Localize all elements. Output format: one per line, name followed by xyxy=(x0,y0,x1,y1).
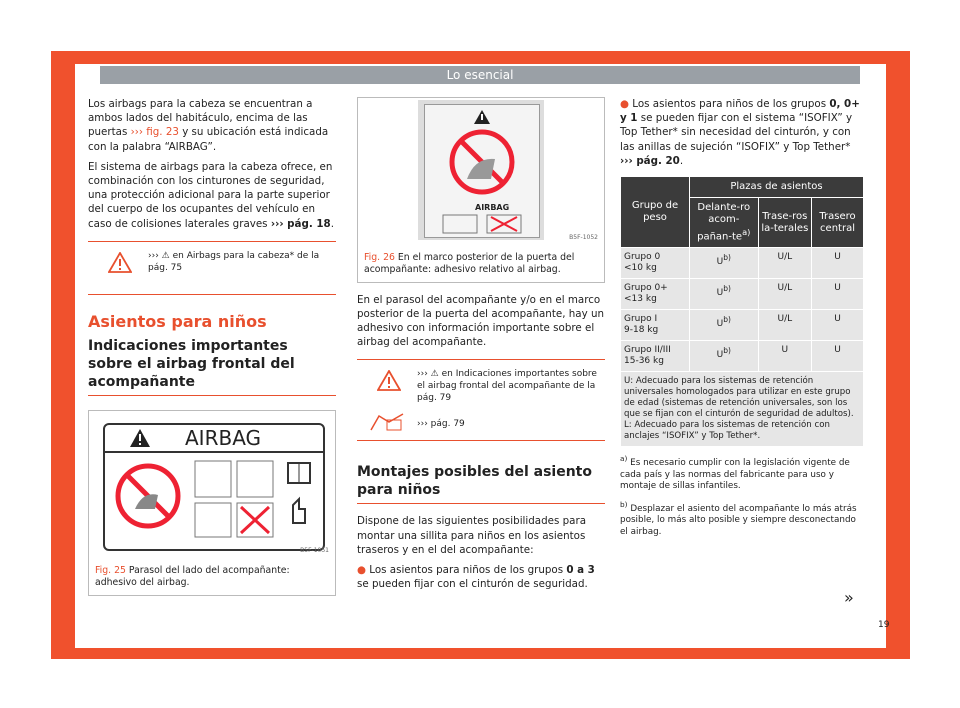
table-row: Grupo 0 <10 kg $U^{b)}$ U/L U xyxy=(621,248,864,279)
table-header: Grupo de peso xyxy=(621,177,690,248)
warning-icon xyxy=(129,428,151,448)
paragraph: En el parasol del acompañante y/o en el marco posterior de la puerta del acompañante, hay un adhesivo con información importante sobre el airbag del acompañante. xyxy=(357,293,604,349)
warning-text[interactable]: ››› ⚠ en Indicaciones importantes sobre el airbag frontal del acompañante de la pág. 79 xyxy=(417,369,597,404)
table-header: Delante-ro acom-$pañan-te^{a)}$ xyxy=(690,198,759,248)
no-child-seat-icon xyxy=(439,127,525,197)
fig-link[interactable]: ››› fig. 23 xyxy=(130,126,179,139)
paragraph: Los airbags para la cabeza se encuentran a ambos lados del habitáculo, encima de las puertas ››› fig. 23 y su ubicación está indicada con la palabra “AIRBAG”. xyxy=(88,98,329,153)
page-link[interactable]: ››› pág. 20 xyxy=(620,154,680,167)
paragraph: El sistema de airbags para la cabeza ofrece, en combinación con los cinturones de seguridad, una protección adicional para la parte superior del cuerpo de los ocupantes del vehículo en caso de colisiones laterales graves ››› pág. 18. xyxy=(88,160,334,230)
figure-26 xyxy=(357,97,605,283)
warning-icon xyxy=(377,370,401,391)
column-1 xyxy=(88,97,336,596)
seat-diagram-icon xyxy=(191,457,277,541)
footnote-b: $^{b)}$ Desplazar el asiento del acompañante lo más atrás posible, lo más alto posible y siempre desconectando el airbag. xyxy=(620,499,857,537)
table-row: Grupo 0+ <13 kg $U^{b)}$ U/L U xyxy=(621,279,864,310)
sticker-label: AIRBAG xyxy=(185,426,262,451)
page-link[interactable]: ››› pág. 18 xyxy=(270,217,331,230)
table-note-row xyxy=(621,372,864,447)
warning-box xyxy=(88,241,336,295)
note-text[interactable]: ››› pág. 79 xyxy=(417,419,465,430)
figure-id: B5F-1051 xyxy=(300,546,329,554)
warning-icon xyxy=(473,109,491,125)
figure-caption: Fig. 26 En el marco posterior de la puerta del acompañante: adhesivo relativo al airbag. xyxy=(364,252,575,275)
no-child-seat-icon xyxy=(113,461,183,531)
page-number: 19 xyxy=(878,620,890,630)
bullet-item: ● Los asientos para niños de los grupos 0, 0+ y 1 se pueden fijar con el sistema “ISOFIX” y Top Tether* sin necesidad del cinturón, y con las anillas de sujeción “ISOFIX” y Top Tether* ››› pág. 20. xyxy=(620,98,860,167)
figure-caption: Fig. 25 Parasol del lado del acompañante: adhesivo del airbag. xyxy=(95,565,290,588)
bullet-item: ● Los asientos para niños de los grupos 0 a 3 se pueden fijar con el cinturón de seguridad. xyxy=(357,564,595,591)
sticker-label: AIRBAG xyxy=(475,203,510,212)
table-header: Trase-ros la-terales xyxy=(758,198,811,248)
column-2 xyxy=(357,97,605,597)
continue-mark: » xyxy=(844,588,854,607)
table-header: Plazas de asientos xyxy=(690,177,864,198)
table-row: Grupo II/III 15-36 kg $U^{b)}$ U U xyxy=(621,341,864,372)
warning-icon xyxy=(108,252,132,273)
subsection-title: Indicaciones importantes sobre el airbag frontal del acompañante xyxy=(88,337,336,396)
seat-diagram-icon xyxy=(439,213,525,235)
note-icon xyxy=(369,412,405,432)
figure-id: B5F-1052 xyxy=(569,233,598,241)
warning-box xyxy=(357,359,605,441)
subsection-title: Montajes posibles del asiento para niños xyxy=(357,463,605,504)
paragraph: Dispone de las siguientes posibilidades para montar una sillita para niños en los asientos traseros y en el del acompañante: xyxy=(357,515,587,556)
column-3 xyxy=(620,97,864,538)
figure-25 xyxy=(88,410,336,596)
manual-icon xyxy=(285,461,313,531)
section-title: Asientos para niños xyxy=(88,311,267,331)
table-note: U: Adecuado para los sistemas de retención universales homologados para utilizar en este grupo de edad (sistemas de retención universales, son los que se fijan con el cinturón de seguridad de adultos). L: Adecuado para los sistemas de retención con anclajes “ISOFIX” y Top Tether*. xyxy=(621,372,864,447)
airbag-sticker xyxy=(103,423,325,551)
child-seat-table xyxy=(620,176,864,447)
warning-text[interactable]: ››› ⚠ en Airbags para la cabeza* de la pág. 75 xyxy=(148,250,320,273)
section-header: Lo esencial xyxy=(100,66,860,84)
table-header: Trasero central xyxy=(812,198,864,248)
door-frame-photo xyxy=(418,100,544,240)
footnote-a: $^{a)}$ Es necesario cumplir con la legislación vigente de cada país y las normas del fabricante para uso y montaje de sillas infantiles. xyxy=(620,454,850,492)
table-row: Grupo I 9-18 kg $U^{b)}$ U/L U xyxy=(621,310,864,341)
